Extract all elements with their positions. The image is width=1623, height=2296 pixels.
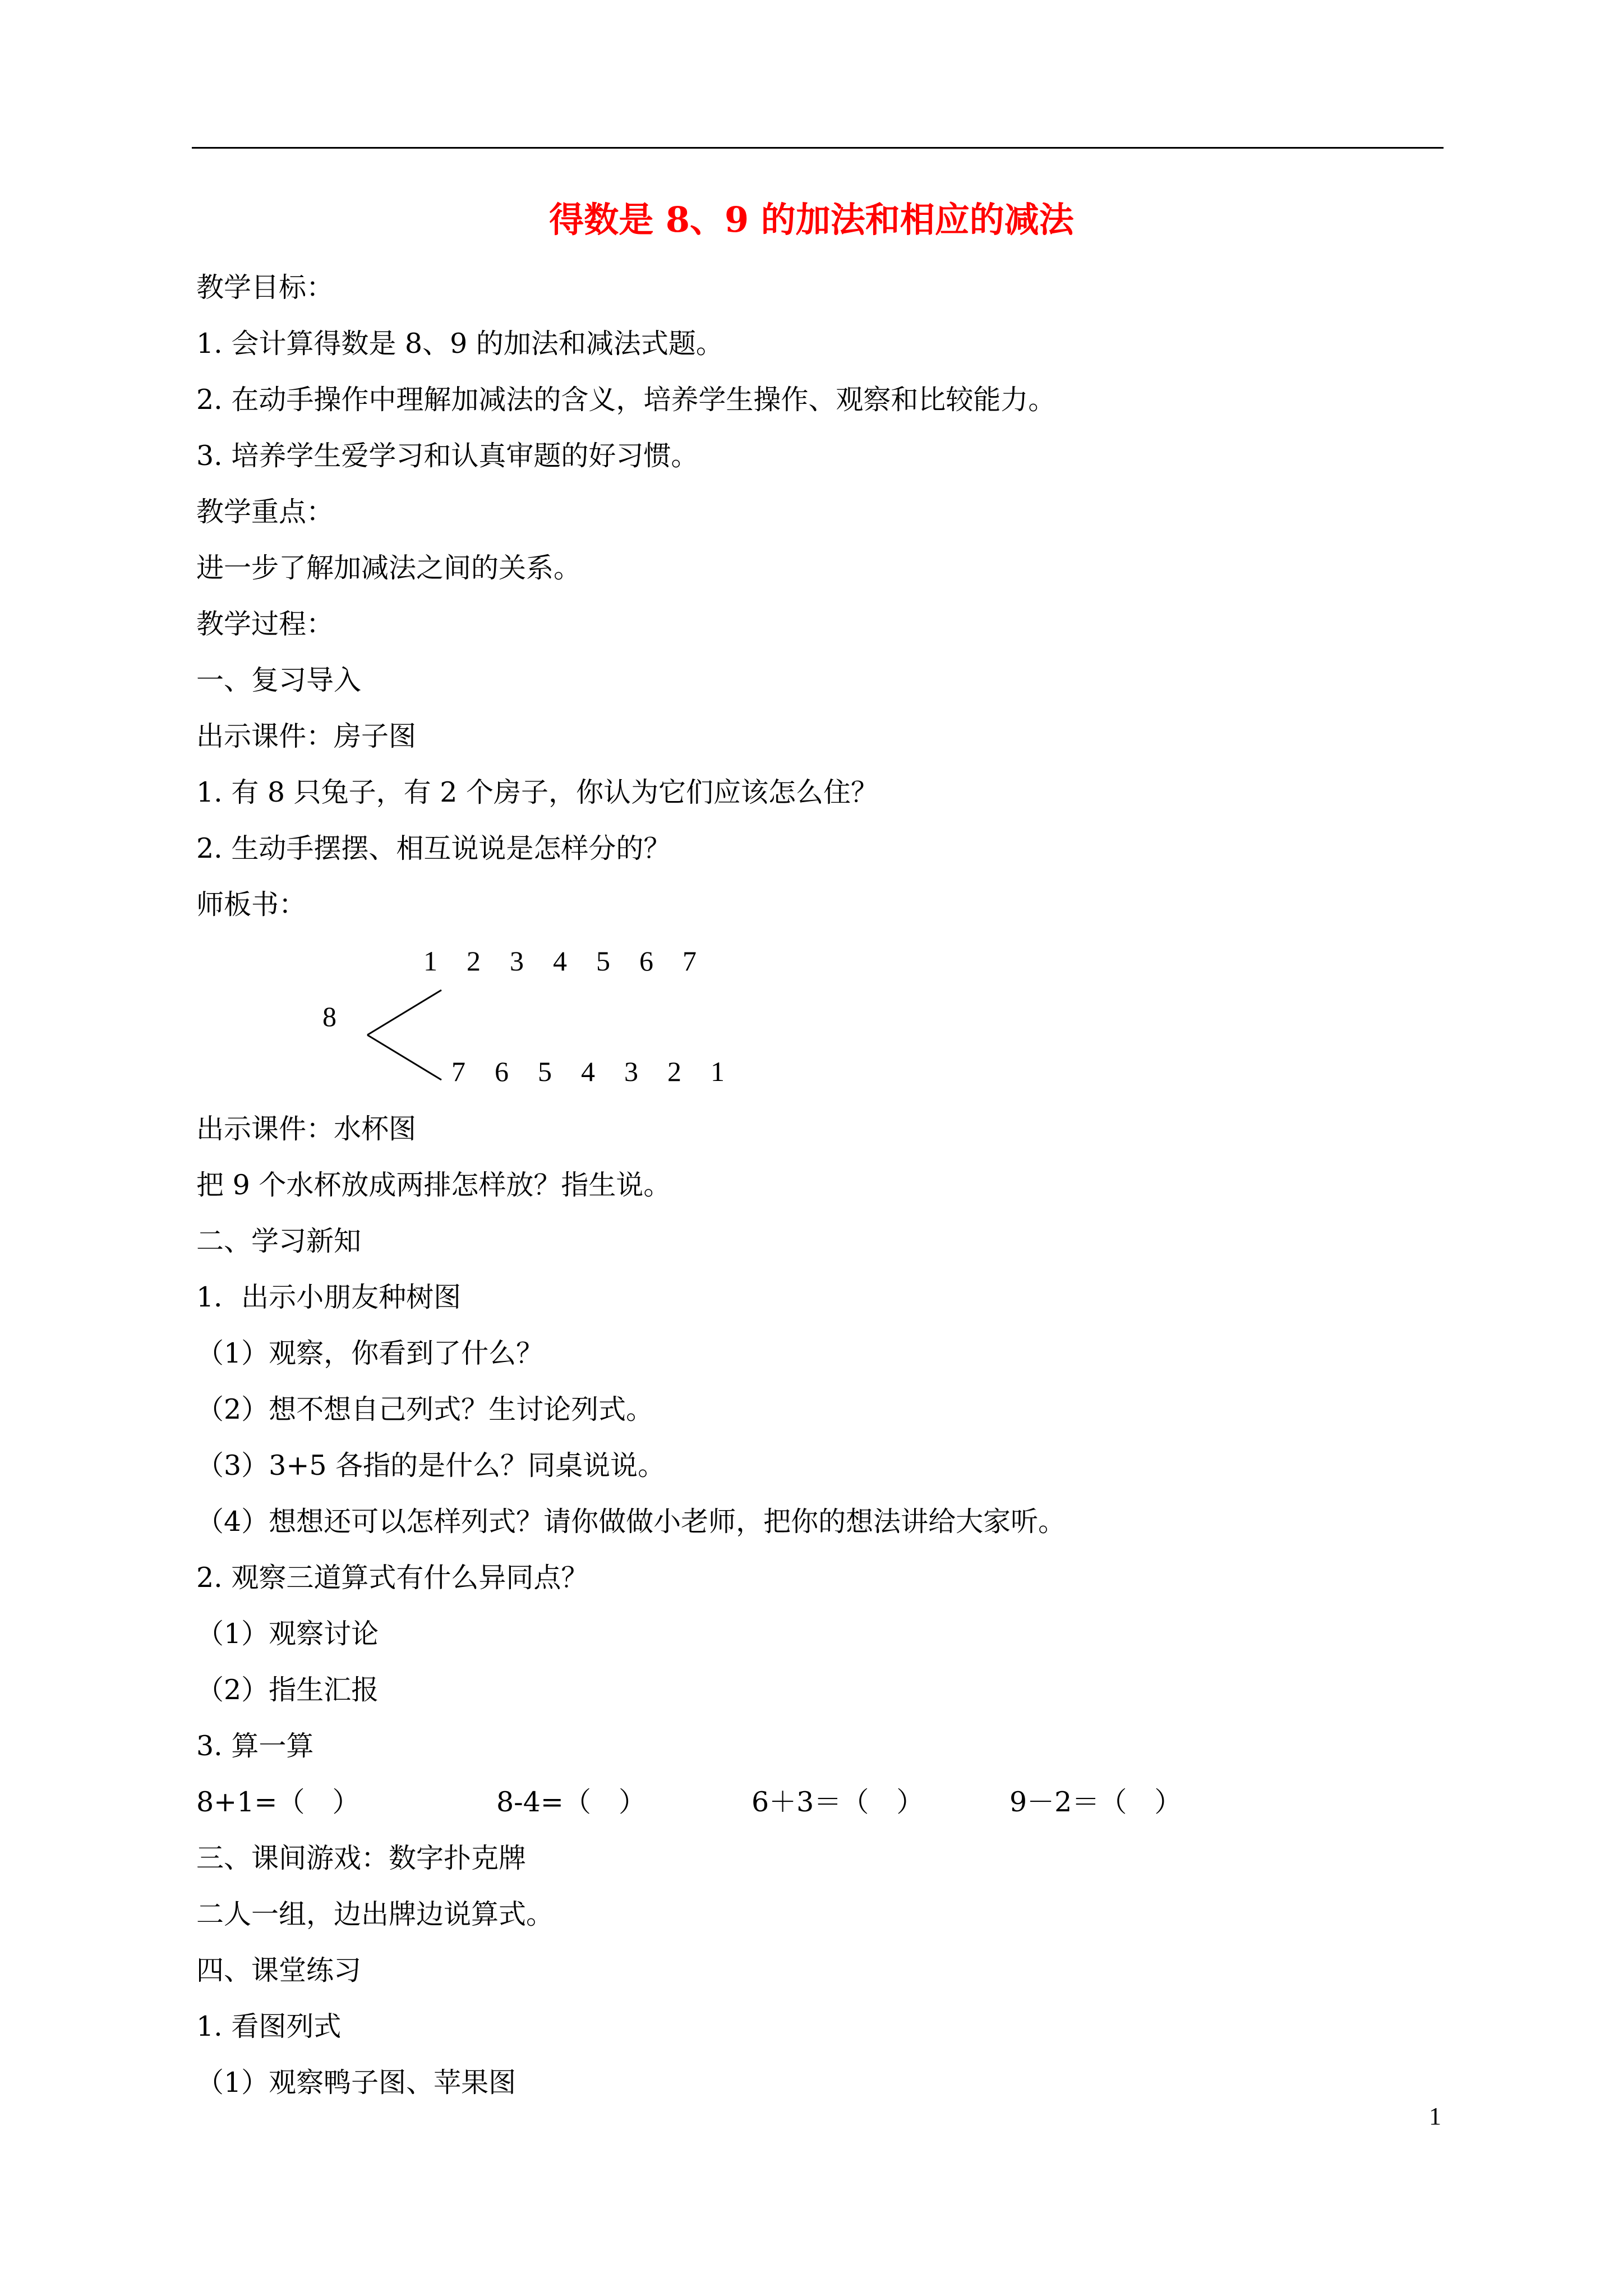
header-rule: [192, 147, 1444, 149]
board-number: 2: [467, 945, 481, 977]
text-line: 三、课间游戏：数字扑克牌: [196, 1842, 527, 1874]
board-number: 1: [423, 945, 437, 977]
board-number: 6: [639, 945, 653, 977]
text-line: 1. 看图列式: [196, 2010, 342, 2042]
board-number: 3: [624, 1056, 638, 1087]
text-line: （4）想想还可以怎样列式？请你做做小老师，把你的想法讲给大家听。: [196, 1506, 1066, 1538]
text-line: 一、复习导入: [196, 664, 362, 696]
text-line: 3. 培养学生爱学习和认真审题的好习惯。: [196, 440, 699, 472]
text-line: 3. 算一算: [196, 1730, 314, 1762]
text-line: 进一步了解加减法之间的关系。: [196, 552, 582, 584]
text-line: （2）想不想自己列式？生讨论列式。: [196, 1393, 654, 1425]
text-line: 教学目标：: [196, 272, 334, 303]
exercise-item: 6＋3＝（ ）: [751, 1786, 924, 1818]
text-line: 2. 在动手操作中理解加减法的含义，培养学生操作、观察和比较能力。: [196, 384, 1056, 416]
page-number: 1: [1429, 2102, 1441, 2130]
text-line: 把 9 个水杯放成两排怎样放？指生说。: [196, 1169, 671, 1201]
exercise-item: 8-4=（ ）: [496, 1786, 646, 1818]
text-line: 1．出示小朋友种树图: [196, 1281, 462, 1313]
decomposition-branch: [359, 984, 449, 1085]
text-line: （1）观察鸭子图、苹果图: [196, 2067, 517, 2099]
text-line: 二人一组，边出牌边说算式。: [196, 1898, 554, 1930]
exercise-item: 9－2＝（ ）: [1009, 1786, 1182, 1818]
board-bottom-numbers: [451, 1055, 754, 1088]
board-number: 6: [495, 1056, 509, 1087]
board-number: 5: [596, 945, 610, 977]
board-number: 5: [538, 1056, 552, 1087]
text-line: 出示课件：水杯图: [196, 1113, 417, 1145]
text-line: （3）3+5 各指的是什么？同桌说说。: [196, 1450, 666, 1481]
board-number: 7: [683, 945, 697, 977]
text-line: 1. 有 8 只兔子，有 2 个房子，你认为它们应该怎么住？: [196, 776, 878, 808]
text-line: 四、课堂练习: [196, 1954, 362, 1986]
text-line: 教学过程：: [196, 608, 334, 640]
document-title: 得数是 8、9 的加法和相应的减法: [549, 199, 1074, 240]
text-line: 教学重点：: [196, 496, 334, 528]
text-line: 师板书：: [196, 889, 307, 921]
exercise-item: 8+1=（ ）: [196, 1786, 360, 1818]
board-number: 4: [553, 945, 567, 977]
text-line: （1）观察，你看到了什么？: [196, 1337, 544, 1369]
text-line: 1. 会计算得数是 8、9 的加法和减法式题。: [196, 328, 723, 360]
text-line: 出示课件：房子图: [196, 720, 417, 752]
board-number: 7: [451, 1056, 465, 1087]
text-line: （2）指生汇报: [196, 1674, 379, 1706]
text-line: 2. 生动手摆摆、相互说说是怎样分的？: [196, 832, 671, 864]
text-line: （1）观察讨论: [196, 1618, 379, 1650]
board-top-numbers: [423, 944, 726, 978]
board-number: 2: [667, 1056, 681, 1087]
board-number: 1: [711, 1056, 725, 1087]
board-number: 3: [510, 945, 524, 977]
board-number: 4: [581, 1056, 595, 1087]
board-total: 8: [322, 1001, 336, 1032]
text-line: 二、学习新知: [196, 1225, 362, 1257]
text-line: 2. 观察三道算式有什么异同点？: [196, 1562, 589, 1594]
